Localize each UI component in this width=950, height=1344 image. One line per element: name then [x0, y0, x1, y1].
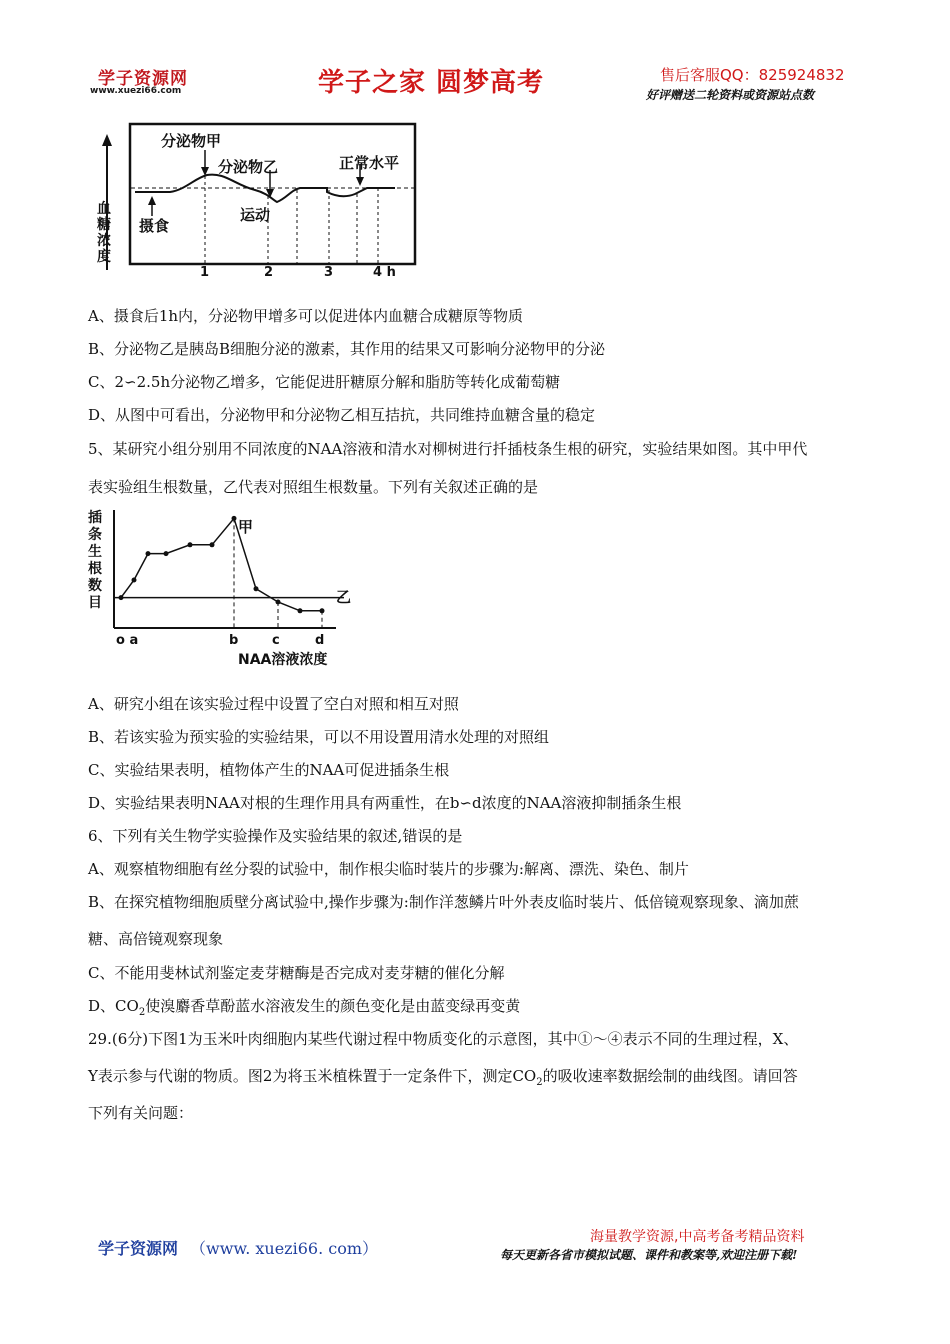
tick-2: 2: [264, 265, 274, 280]
series-a-point: [164, 551, 169, 556]
footer-subtagline: 每天更新各省市模拟试题、课件和教案等,欢迎注册下载!: [500, 1248, 798, 1262]
q6-stem: 6、下列有关生物学实验操作及实验结果的叙述,错误的是: [88, 827, 463, 845]
q6-option-b-line1: B、在探究植物细胞质壁分离试验中,操作步骤为:制作洋葱鳞片叶外表皮临时装片、低倍镜观察现象、滴加蔗: [88, 893, 799, 911]
tick-1: 1: [200, 265, 210, 280]
figure2-x-label: NAA溶液浓度: [238, 652, 328, 668]
header-logo-url: www.xuezi66.com: [90, 86, 182, 96]
naa-chart: [86, 506, 366, 676]
footer-tagline: 海量教学资源,中高考备考精品资料: [590, 1229, 805, 1245]
label-secretion-b: 分泌物乙: [218, 158, 279, 176]
label-exercise: 运动: [240, 206, 271, 224]
q4-option-c: C、2∽2.5h分泌物乙增多，它能促进肝糖原分解和脂肪等转化成葡萄糖: [88, 373, 561, 391]
series-a-label: 甲: [238, 518, 254, 536]
q5-stem-line2: 表实验组生根数量，乙代表对照组生根数量。下列有关叙述正确的是: [88, 478, 539, 496]
x-tick-d: d: [315, 633, 325, 648]
series-a-point: [298, 608, 303, 613]
label-normal-level: 正常水平: [339, 154, 400, 172]
series-a-point: [188, 542, 193, 547]
figure1-y-char: 浓: [97, 233, 111, 249]
q4-option-d: D、从图中可看出，分泌物甲和分泌物乙相互拮抗，共同维持血糖含量的稳定: [88, 406, 596, 424]
q4-option-a: A、摄食后1h内，分泌物甲增多可以促进体内血糖合成糖原等物质: [88, 307, 524, 325]
q5-option-d: D、实验结果表明NAA对根的生理作用具有两重性，在b∽d浓度的NAA溶液抑制插条生根: [88, 794, 682, 812]
tick-4h: 4 h: [373, 265, 396, 280]
series-a-point: [132, 578, 137, 583]
blood-glucose-figure: [95, 120, 425, 280]
header-qq: 售后客服QQ：825924832: [660, 66, 845, 84]
q5-stem-line1: 5、某研究小组分别用不同浓度的NAA溶液和清水对柳树进行扦插枝条生根的研究，实验结果如图。其中甲代: [88, 440, 808, 458]
figure2-y-char: 条: [88, 527, 102, 543]
header-subline: 好评赠送二轮资料或资源站点数: [646, 88, 815, 102]
q6-option-a: A、观察植物细胞有丝分裂的试验中，制作根尖临时装片的步骤为:解离、漂洗、染色、制片: [88, 860, 689, 878]
q5-option-c: C、实验结果表明，植物体产生的NAA可促进插条生根: [88, 761, 450, 779]
q6-option-c: C、不能用斐林试剂鉴定麦芽糖酶是否完成对麦芽糖的催化分解: [88, 964, 505, 982]
figure1-y-arrowhead: [102, 134, 112, 146]
label-eating: 摄食: [139, 217, 170, 235]
footer-url[interactable]: （www. xuezi66. com）: [190, 1239, 379, 1258]
figure1-y-char: 度: [97, 249, 111, 265]
q5-option-a: A、研究小组在该实验过程中设置了空白对照和相互对照: [88, 695, 459, 713]
figure1-y-char: 糖: [97, 217, 111, 233]
figure2-y-char: 数: [88, 578, 102, 594]
figure2-y-char: 目: [88, 595, 102, 611]
figure2-y-char: 生: [88, 544, 102, 560]
q29-line3: 下列有关问题：: [88, 1104, 194, 1122]
header-logo: 学子资源网: [98, 69, 188, 89]
series-a-point: [210, 542, 215, 547]
q4-option-b: B、分泌物乙是胰岛B细胞分泌的激素，其作用的结果又可影响分泌物甲的分泌: [88, 340, 606, 358]
figure2-y-char: 根: [88, 561, 102, 577]
footer-logo: 学子资源网: [98, 1239, 179, 1258]
figure2-y-char: 插: [88, 510, 102, 526]
x-tick-oa: o a: [116, 633, 139, 648]
header-slogan: 学子之家 圆梦高考: [318, 68, 545, 98]
figure1-y-label: [97, 200, 111, 265]
x-tick-b: b: [229, 633, 239, 648]
label-secretion-a: 分泌物甲: [161, 132, 222, 150]
x-tick-c: c: [272, 633, 280, 648]
tick-3: 3: [324, 265, 334, 280]
q29-line2: Y表示参与代谢的物质。图2为将玉米植株置于一定条件下，测定$CO_2$的吸收速率数据绘制的曲线图。请回答: [88, 1067, 798, 1088]
series-a-point: [146, 551, 151, 556]
q6-option-d: D、$CO_2$使溴麝香草酚蓝水溶液发生的颜色变化是由蓝变绿再变黄: [88, 997, 521, 1018]
q29-line1: 29.(6分)下图1为玉米叶肉细胞内某些代谢过程中物质变化的示意图，其中①～④表示不同的生理过程，X、: [88, 1030, 799, 1048]
q5-option-b: B、若该实验为预实验的实验结果，可以不用设置用清水处理的对照组: [88, 728, 550, 746]
figure2-y-label: [88, 509, 102, 611]
q6-option-b-line2: 糖、高倍镜观察现象: [88, 930, 224, 948]
series-a-point: [254, 586, 259, 591]
series-b-label: 乙: [336, 588, 352, 606]
figure1-y-char: 血: [97, 201, 111, 217]
